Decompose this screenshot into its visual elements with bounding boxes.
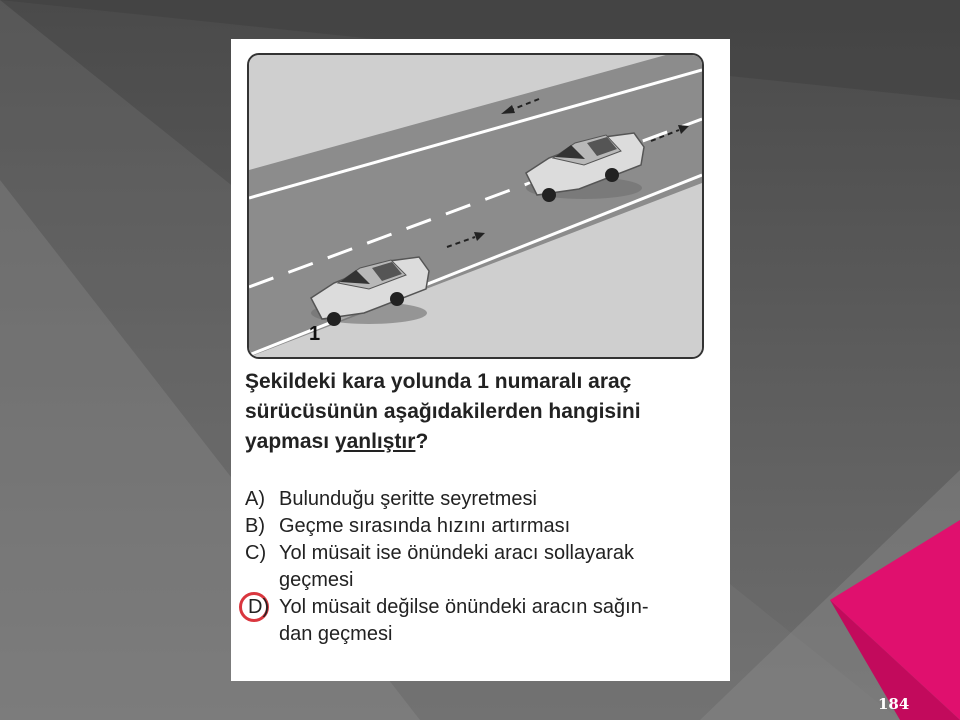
question-card	[231, 39, 730, 681]
option-b[interactable]	[245, 513, 715, 540]
road-illustration	[247, 53, 704, 359]
question-text-main: Şekildeki kara yolunda 1 numaralı araç sürücüsünün aşağıdakilerden hangisini yapması	[245, 370, 641, 453]
question-mark: ?	[415, 430, 429, 453]
question-text	[245, 367, 715, 457]
option-text: Yol müsait değilse önündeki aracın sağın-	[279, 596, 649, 618]
option-text: Bulunduğu şeritte seyretmesi	[279, 488, 537, 510]
option-text: Geçme sırasında hızını artırması	[279, 515, 571, 537]
option-text: Yol müsait ise önündeki aracı sollayarak	[279, 542, 635, 564]
car-number-label: 1	[309, 323, 321, 345]
option-d[interactable]	[245, 594, 715, 648]
page-number: 184	[878, 695, 910, 713]
option-text-cont: geçmesi	[279, 569, 354, 591]
question-underlined-word: yanlıştır	[334, 430, 416, 453]
option-a[interactable]	[245, 486, 715, 513]
option-key: C)	[245, 542, 267, 564]
option-c[interactable]	[245, 540, 715, 594]
option-key: A)	[245, 488, 265, 510]
answer-options	[245, 486, 715, 648]
option-key: D)	[248, 596, 270, 618]
option-key: B)	[245, 515, 265, 537]
option-text-cont: dan geçmesi	[279, 623, 393, 645]
